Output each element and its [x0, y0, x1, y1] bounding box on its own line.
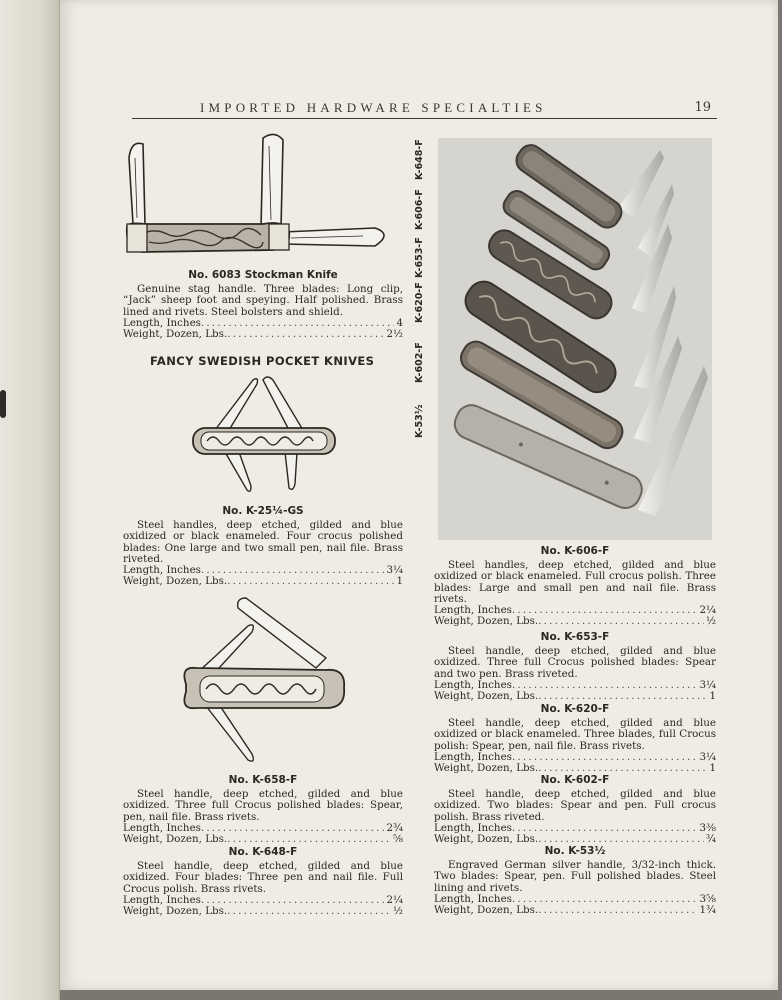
leader-dots — [227, 906, 391, 917]
leader-dots — [538, 691, 707, 702]
product-title: No. K-620-F — [540, 703, 610, 715]
length-label: Length, Inches — [123, 822, 201, 834]
leader-dots — [512, 605, 698, 616]
length-label: Length, Inches — [123, 894, 201, 906]
section-title: FANCY SWEDISH POCKET KNIVES — [150, 354, 375, 368]
product-description: Steel handles, deep etched, gilded and blue oxidized or black enameled. Four crocus polished blades: One large and two small pen, nail file. Brass riveted. — [123, 519, 403, 565]
weight-label: Weight, Dozen, Lbs. — [434, 616, 539, 628]
leader-dots — [201, 823, 385, 834]
product-title: No. K-602-F — [540, 774, 610, 786]
leader-dots — [227, 834, 391, 845]
length-row — [434, 752, 716, 763]
product-description: Steel handles, deep etched, gilded and blue oxidized or black enameled. Full crocus polish. Three blades: Large and small pen and nail file. Brass rivets. — [434, 559, 716, 605]
weight-label: Weight, Dozen, Lbs. — [123, 834, 228, 846]
product-k658-f — [123, 775, 403, 845]
photo-label: K-602-F — [414, 342, 425, 383]
page-header — [132, 100, 717, 119]
length-row — [123, 823, 403, 834]
length-row — [123, 895, 403, 906]
length-row — [434, 605, 716, 616]
leader-dots — [201, 895, 385, 906]
leader-dots — [227, 576, 394, 587]
length-row — [434, 894, 716, 905]
product-description: Genuine stag handle. Three blades: Long clip, “Jack” sheep foot and speying. Half polished. Brass lined and rivets. Steel bolsters and shield. — [123, 283, 403, 318]
leader-dots — [512, 680, 698, 691]
length-value: 3⅜ — [699, 822, 716, 834]
length-row — [123, 565, 403, 576]
length-value: 3¼ — [699, 751, 716, 763]
header-title: IMPORTED HARDWARE SPECIALTIES — [200, 100, 547, 115]
leader-dots — [512, 823, 698, 834]
length-label: Length, Inches — [123, 565, 201, 577]
length-label: Length, Inches — [123, 317, 201, 329]
page-number: 19 — [694, 100, 711, 115]
weight-row — [434, 691, 716, 702]
weight-row — [434, 834, 716, 845]
length-value: 2¾ — [386, 822, 403, 834]
length-label: Length, Inches — [434, 605, 512, 617]
weight-row — [123, 329, 403, 340]
product-title: No. K-658-F — [228, 774, 298, 786]
product-title: No. K-53½ — [544, 845, 606, 857]
length-value: 3⅝ — [699, 893, 716, 905]
leader-dots — [538, 616, 704, 627]
leader-dots — [201, 565, 385, 576]
weight-label: Weight, Dozen, Lbs. — [434, 905, 539, 917]
binding-mark — [0, 390, 6, 418]
length-label: Length, Inches — [434, 822, 512, 834]
weight-value: 1 — [709, 763, 716, 775]
product-k602-f — [434, 775, 716, 845]
product-k606-f — [434, 546, 716, 627]
weight-value: ½ — [706, 616, 716, 628]
weight-row — [434, 616, 716, 627]
weight-value: 1¾ — [699, 905, 716, 917]
photo-label: K-648-F — [414, 139, 425, 180]
k658-knife-illustration — [176, 596, 356, 768]
weight-label: Weight, Dozen, Lbs. — [123, 329, 228, 341]
length-value: 4 — [396, 317, 403, 329]
leader-dots — [538, 905, 697, 916]
weight-row — [434, 905, 716, 916]
length-row — [434, 823, 716, 834]
length-value: 2¼ — [386, 894, 403, 906]
length-label: Length, Inches — [434, 893, 512, 905]
leader-dots — [201, 318, 394, 329]
length-value: 3¼ — [699, 679, 716, 691]
length-label: Length, Inches — [434, 751, 512, 763]
product-description: Engraved German silver handle, 3/32-inch thick. Two blades: Spear, pen. Full polished blades. Steel lining and rivets. — [434, 859, 716, 894]
weight-label: Weight, Dozen, Lbs. — [434, 763, 539, 775]
weight-value: 1 — [709, 691, 716, 703]
weight-value: 1 — [396, 576, 403, 588]
photo-label: K-606-F — [414, 189, 425, 230]
weight-row — [123, 906, 403, 917]
leader-dots — [512, 894, 698, 905]
weight-value: ¾ — [706, 834, 716, 846]
weight-label: Weight, Dozen, Lbs. — [434, 834, 539, 846]
k25-knife-illustration — [185, 372, 345, 500]
product-k25-gs — [123, 506, 403, 587]
weight-row — [434, 763, 716, 774]
product-title: No. K-25¼-GS — [222, 505, 304, 517]
product-k53 — [434, 846, 716, 916]
product-description: Steel handle, deep etched, gilded and blue oxidized. Four blades: Three pen and nail file. Full Crocus polish. Brass rivets. — [123, 860, 403, 895]
product-title: No. K-606-F — [540, 545, 610, 557]
product-title: No. K-653-F — [540, 631, 610, 643]
photo-label: K-53½ — [414, 404, 425, 438]
weight-label: Weight, Dozen, Lbs. — [123, 576, 228, 588]
leader-dots — [538, 763, 707, 774]
weight-value: 2½ — [386, 329, 403, 341]
weight-row — [123, 834, 403, 845]
photo-side-labels — [412, 138, 432, 438]
product-k653-f — [434, 632, 716, 702]
weight-row — [123, 576, 403, 587]
left-page-edge — [0, 0, 60, 1000]
knives-photo-art — [438, 138, 712, 540]
weight-label: Weight, Dozen, Lbs. — [123, 906, 228, 918]
photo-label: K-653-F — [414, 237, 425, 278]
leader-dots — [538, 834, 704, 845]
length-value: 2¼ — [699, 605, 716, 617]
leader-dots — [227, 329, 384, 340]
stockman-knife-illustration — [123, 128, 405, 264]
length-label: Length, Inches — [434, 679, 512, 691]
product-description: Steel handle, deep etched, gilded and blue oxidized or black enameled. Three blades, full Crocus polish: Spear, pen, nail file. Brass rivets. — [434, 717, 716, 752]
product-title: No. K-648-F — [228, 846, 298, 858]
knives-photo — [438, 138, 712, 540]
photo-label: K-620-F — [414, 282, 425, 323]
length-row — [434, 680, 716, 691]
weight-value: ⅝ — [393, 834, 403, 846]
weight-label: Weight, Dozen, Lbs. — [434, 691, 539, 703]
length-row — [123, 318, 403, 329]
weight-value: ½ — [393, 906, 403, 918]
length-value: 3¼ — [386, 565, 403, 577]
leader-dots — [512, 752, 698, 763]
product-k620-f — [434, 704, 716, 774]
product-description: Steel handle, deep etched, gilded and blue oxidized. Three full Crocus polished blades: Spear, pen, nail file. Brass rivets. — [123, 788, 403, 823]
product-6083 — [123, 270, 403, 340]
product-title: No. 6083 Stockman Knife — [188, 269, 338, 281]
product-description: Steel handle, deep etched, gilded and blue oxidized. Three full Crocus polished blades: Spear and two pen. Brass riveted. — [434, 645, 716, 680]
product-k648-f — [123, 847, 403, 917]
product-description: Steel handle, deep etched, gilded and blue oxidized. Two blades: Spear and pen. Full crocus polish. Brass riveted. — [434, 788, 716, 823]
